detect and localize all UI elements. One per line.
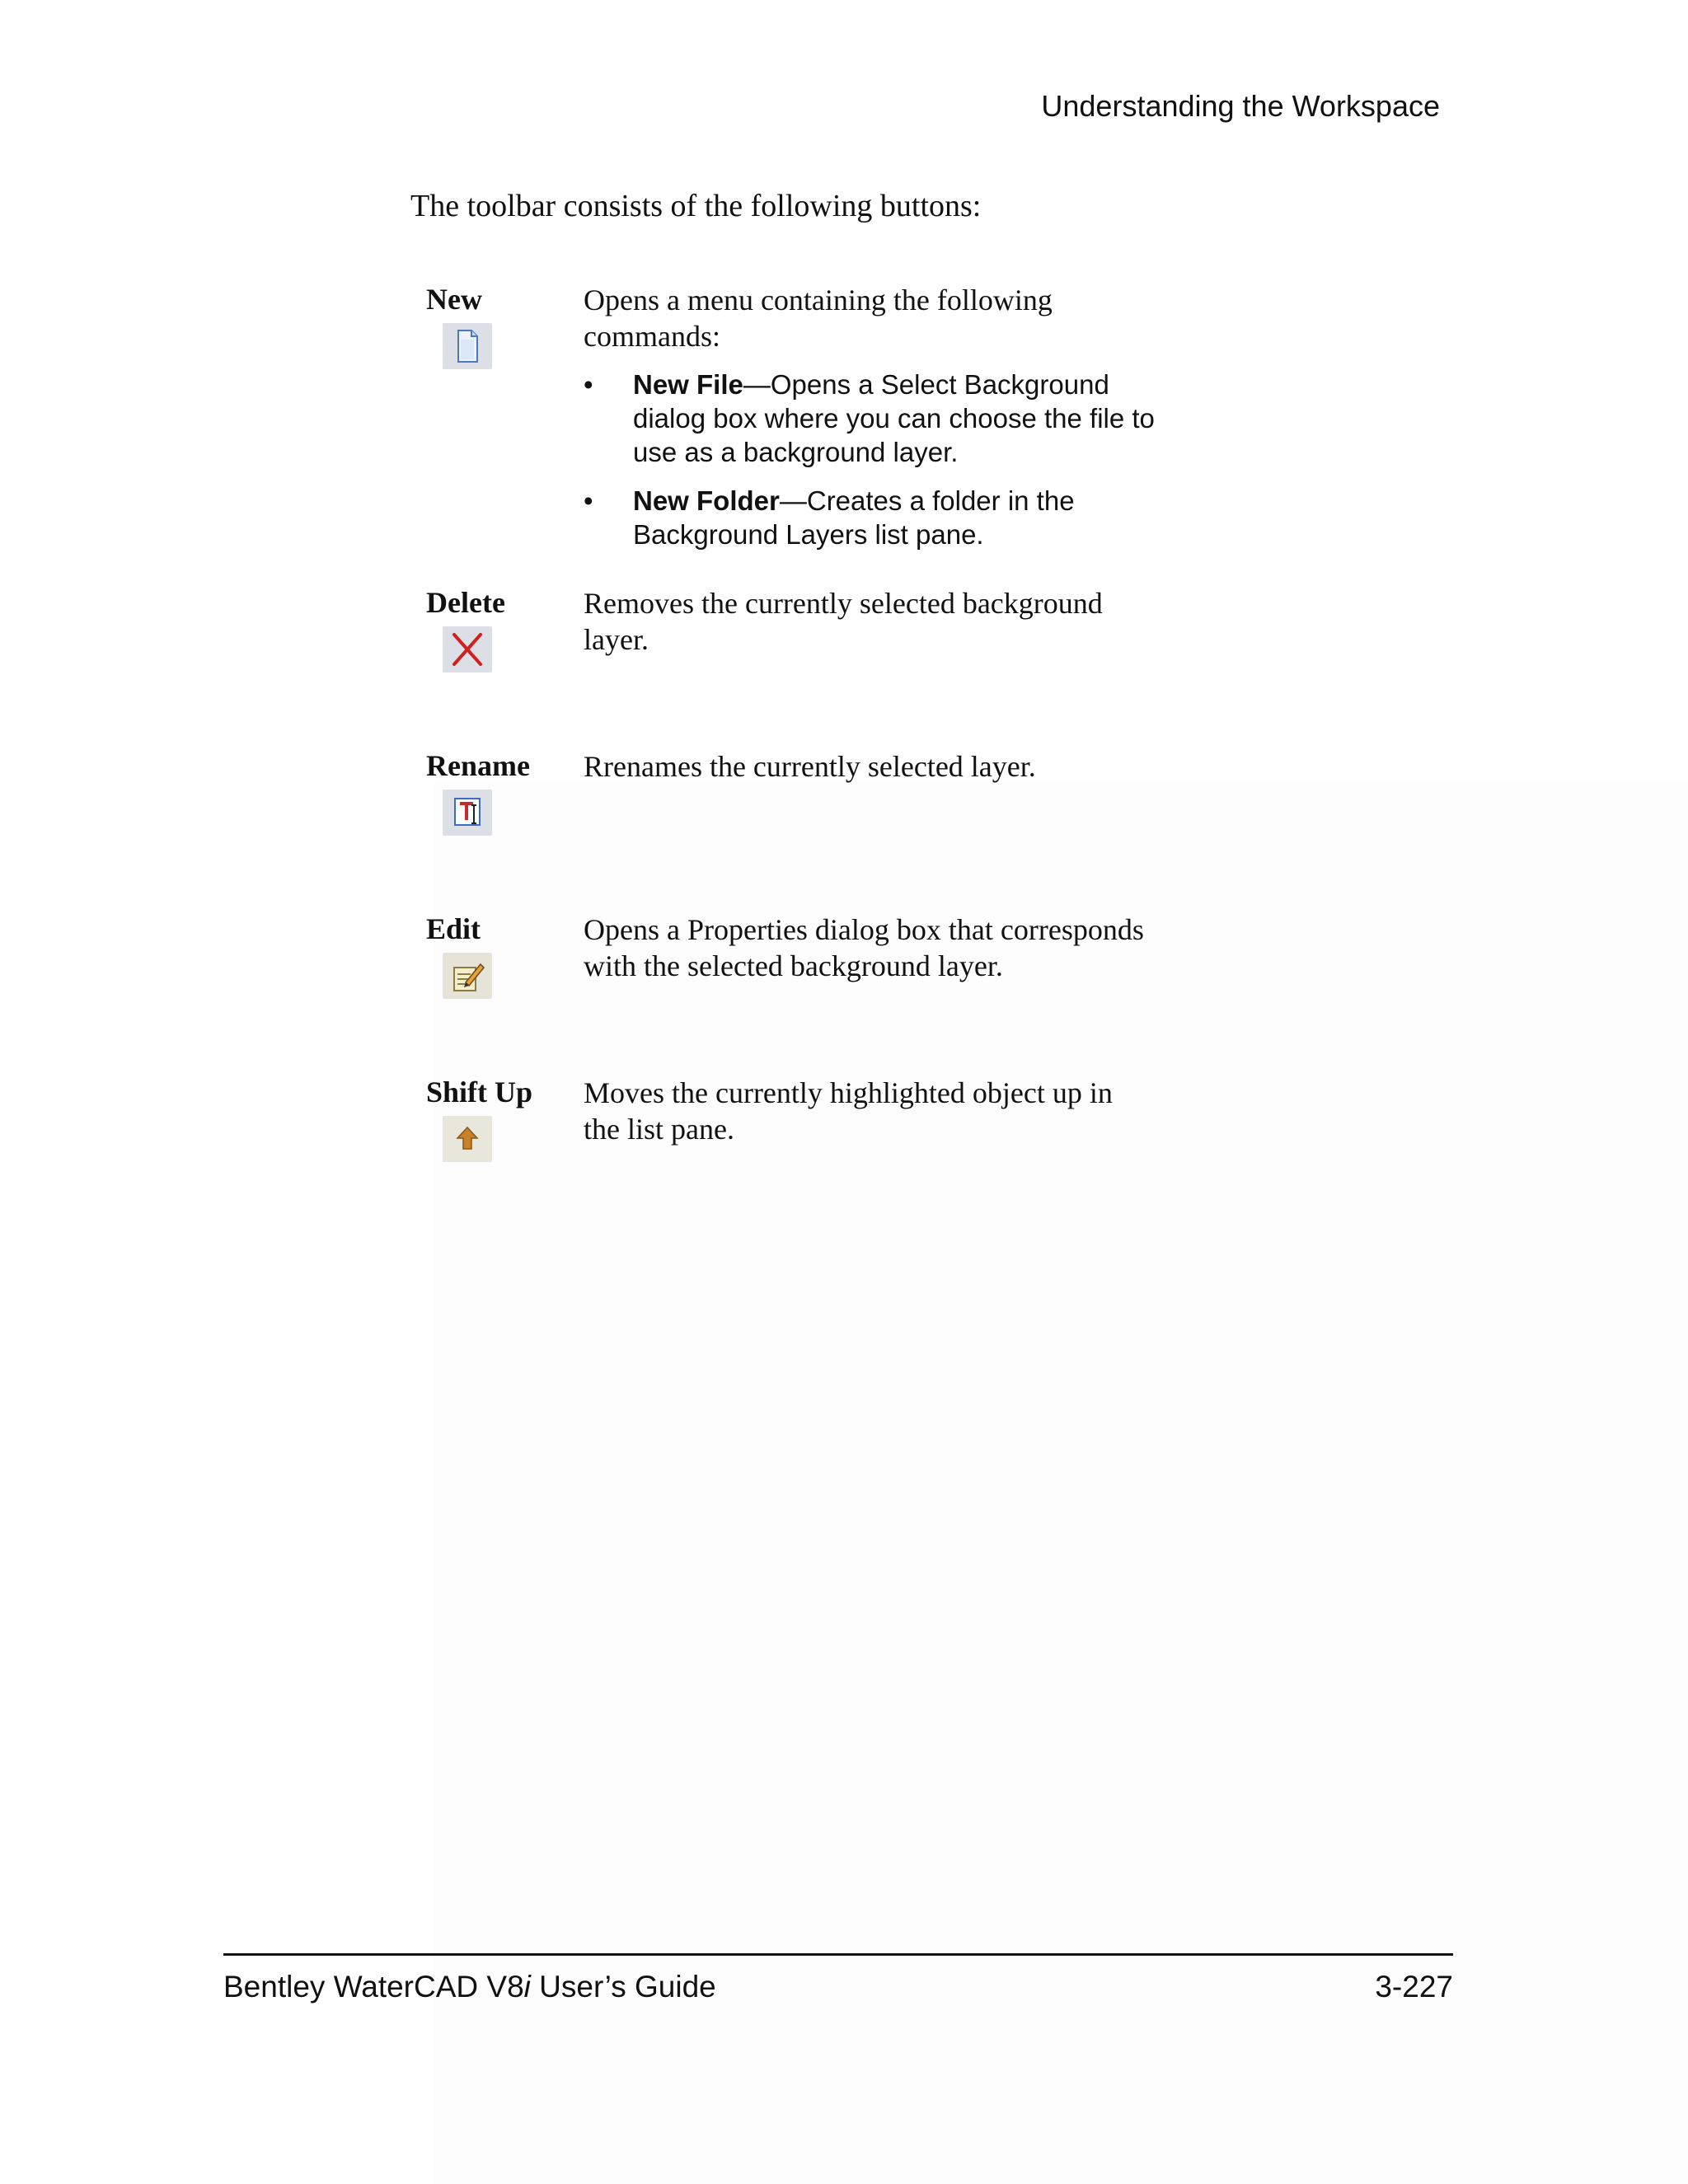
new-submenu-list	[584, 368, 1160, 566]
entry-label: Shift Up	[426, 1076, 533, 1108]
entry-label: Edit	[426, 912, 481, 945]
delete-x-icon	[443, 626, 492, 673]
entry-description: Removes the currently selected background layer.	[584, 587, 1103, 656]
footer-product-prefix: Bentley WaterCAD V8	[223, 1970, 524, 2004]
arrow-up-icon	[443, 1116, 492, 1162]
list-item	[584, 368, 1160, 469]
entry-description: Opens a Properties dialog box that corresponds with the selected background layer.	[584, 913, 1144, 982]
entry-description: Rrenames the currently selected layer.	[584, 750, 1036, 783]
bullet-text: —Opens a Select Background dialog box where you can choose the file to use as a background layer.	[633, 369, 1155, 467]
footer-product-italic: i	[523, 1970, 531, 2004]
entry-label: Delete	[426, 586, 505, 619]
footer-divider	[223, 1953, 1453, 1956]
new-document-icon	[443, 323, 492, 369]
edit-pencil-icon	[443, 953, 492, 999]
bullet-term: New Folder	[633, 485, 780, 516]
bullet-dot: •	[584, 485, 593, 516]
entry-label: Rename	[426, 749, 530, 782]
entry-label: New	[426, 283, 482, 316]
running-header: Understanding the Workspace	[1041, 89, 1440, 123]
bullet-dot: •	[584, 369, 593, 400]
footer-product-suffix: User’s Guide	[530, 1970, 716, 2004]
intro-paragraph: The toolbar consists of the following buttons:	[410, 189, 982, 223]
entry-description: Moves the currently highlighted object up in the list pane.	[584, 1076, 1113, 1146]
page-number: 3-227	[1375, 1970, 1453, 2004]
footer-product-title	[223, 1970, 716, 2004]
bullet-text: —Creates a folder in the Background Layers list pane.	[633, 485, 1075, 550]
rename-text-icon	[443, 790, 492, 836]
entry-description: Opens a menu containing the following commands:	[584, 284, 1053, 353]
list-item	[584, 484, 1160, 551]
bullet-term: New File	[633, 369, 743, 400]
